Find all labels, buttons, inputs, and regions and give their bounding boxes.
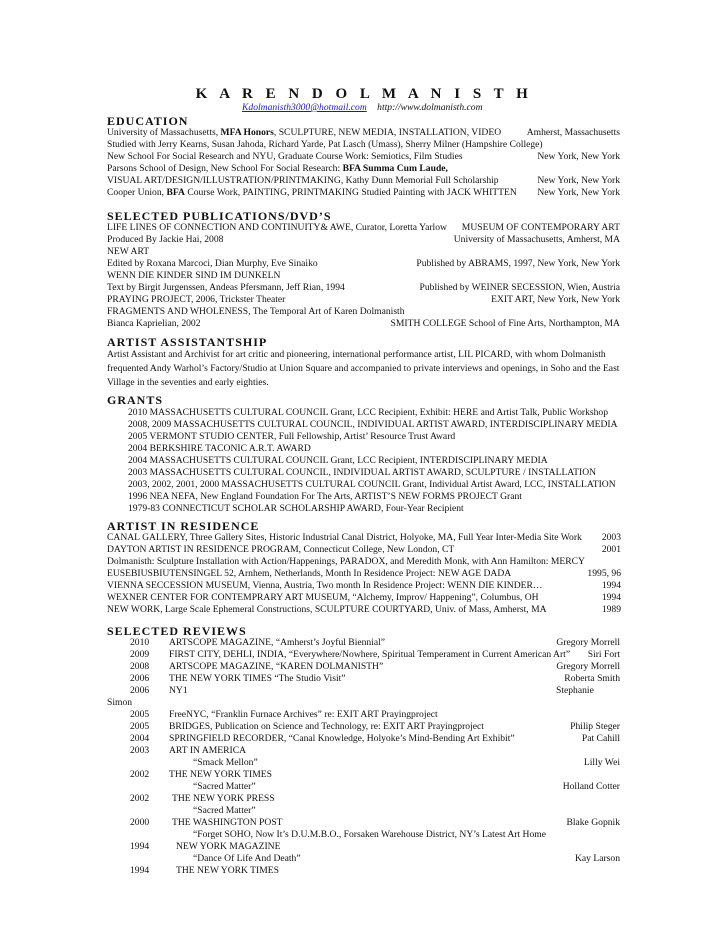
review-text: “Dance Of Life And Death” [193, 853, 301, 864]
education-line-6 [107, 187, 517, 199]
residence-year: 2003 [601, 532, 621, 543]
grant-item: 1996 NEA NEFA, New England Foundation For The Arts, ARTIST’S NEW FORMS PROJECT Grant [128, 491, 522, 502]
publication-line-3: NEW ART [107, 246, 150, 257]
education-degree-bfa: BFA Summa Cum Laude, [342, 163, 448, 174]
review-text: NEW YORK MAGAZINE [176, 841, 281, 852]
review-author: Siri Fort [587, 649, 620, 660]
reviews-heading: SELECTED REVIEWS [107, 624, 247, 638]
grant-item: 2003, 2002, 2001, 2000 MASSACHUSETTS CULTURAL COUNCIL Grant, Individual Artist Award, LCC, INSTALLATION [128, 479, 616, 490]
education-school-parsons: Parsons School of Design, New School For Social Research: [107, 163, 343, 174]
review-text: Simon [107, 697, 133, 708]
residence-year: 1994 [601, 580, 621, 591]
residence-heading: ARTIST IN RESIDENCE [107, 519, 260, 533]
review-author: Philip Steger [570, 721, 620, 732]
residence-item: EUSEBIUSBIUTENSINGEL 52, Arnhem, Netherlands, Month In Residence Project: NEW AGE DADA [107, 568, 512, 579]
education-line-2: Studied with Jerry Kearns, Susan Jahoda, Richard Yarde, Pat Lasch (Umass), Sherry Milner (Hampshire College) [107, 139, 543, 150]
publication-line-6: Text by Birgit Jurgenssen, Andeas Pfersmann, Jeff Rian, 1994 [107, 282, 345, 293]
review-text: THE NEW YORK TIMES [176, 865, 279, 876]
review-year: 2008 [130, 661, 150, 672]
education-degree: MFA Honors [220, 127, 274, 138]
review-author: Stephanie [556, 685, 594, 696]
contact-line [242, 102, 483, 113]
review-author: Lilly Wei [583, 757, 620, 768]
grant-item: 2004 BERKSHIRE TACONIC A.R.T. AWARD [128, 443, 311, 454]
review-year: 1994 [130, 841, 150, 852]
education-fields: , SCULPTURE, NEW MEDIA, INSTALLATION, VIDEO [273, 127, 502, 138]
review-text: FIRST CITY, DEHLI, INDIA, “Everywhere/Nowhere, Spiritual Temperament in Current American Art” [169, 649, 571, 660]
review-year: 2010 [130, 637, 150, 648]
residence-year: 2001 [601, 544, 621, 555]
publication-line-4: Edited by Roxana Marcoci, Dian Murphy, Eve Sinaiko [107, 258, 318, 269]
education-line-3: New School For Social Research and NYU, Graduate Course Work: Semiotics, Film Studies [107, 151, 463, 162]
publication-venue-9: SMITH COLLEGE School of Fine Arts, Northampton, MA [390, 318, 620, 329]
publication-line-2: Produced By Jackie Hai, 2008 [107, 234, 224, 245]
review-text: “Sacred Matter” [193, 781, 256, 792]
publication-line-1: LIFE LINES OF CONNECTION AND CONTINUITY& AWE, Curator, Loretta Yarlow [107, 222, 447, 233]
grant-item: 2008, 2009 MASSACHUSETTS CULTURAL COUNCIL, INDIVIDUAL ARTIST AWARD, INTERDISCIPLINARY MEDIA [128, 419, 618, 430]
review-author: Gregory Morrell [556, 637, 620, 648]
education-school-cooper: Cooper Union, [107, 187, 167, 198]
education-line-4 [107, 163, 448, 175]
website-text: http://www.dolmanisth.com [377, 102, 483, 113]
publication-line-5: WENN DIE KINDER SIND IM DUNKELN [107, 270, 281, 281]
review-text: NY1 [169, 685, 188, 696]
review-text: “Forget SOHO, Now It’s D.U.M.B.O., Forsaken Warehouse District, NY’s Latest Art Home [193, 829, 547, 840]
grant-item: 2004 MASSACHUSETTS CULTURAL COUNCIL Grant, LCC Recipient, INTERDISCIPLINARY MEDIA [128, 455, 548, 466]
education-location-6: New York, New York [537, 187, 620, 198]
review-text: ARTSCOPE MAGAZINE, “Amherst’s Joyful Biennial” [169, 637, 386, 648]
review-year: 2009 [130, 649, 150, 660]
publication-line-7: PRAYING PROJECT, 2006, Trickster Theater [107, 294, 286, 305]
review-author: Gregory Morrell [556, 661, 620, 672]
publications-heading: SELECTED PUBLICATIONS/DVD’S [107, 209, 332, 223]
review-text: ARTSCOPE MAGAZINE, “KAREN DOLMANISTH” [169, 661, 384, 672]
publication-venue-2: University of Massachusetts, Amherst, MA [453, 234, 620, 245]
review-year: 2000 [130, 817, 150, 828]
review-year: 2004 [130, 733, 150, 744]
review-author: Blake Gopnik [566, 817, 620, 828]
review-text: SPRINGFIELD RECORDER, “Canal Knowledge, Holyoke’s Mind-Bending Art Exhibit” [169, 733, 515, 744]
residence-item: Dolmanisth: Sculpture Installation with Action/Happenings, PARADOX, and Meredith Monk, with Ann Hamilton: MERCY [107, 556, 585, 567]
grant-item: 2003 MASSACHUSETTS CULTURAL COUNCIL, INDIVIDUAL ARTIST AWARD, SCULPTURE / INSTALLATION [128, 467, 597, 478]
review-text: THE NEW YORK TIMES [169, 769, 272, 780]
review-text: “Smack Mellon” [193, 757, 258, 768]
education-line-5: VISUAL ART/DESIGN/ILLUSTRATION/PRINTMAKING, Kathy Dunn Memorial Full Scholarship [107, 175, 499, 186]
review-text: ART IN AMERICA [169, 745, 247, 756]
education-degree-cooper: BFA [166, 187, 185, 198]
publication-venue-7: EXIT ART, New York, New York [491, 294, 620, 305]
education-location-5: New York, New York [537, 175, 620, 186]
publication-line-8: FRAGMENTS AND WHOLENESS, The Temporal Art of Karen Dolmanisth [107, 306, 405, 317]
publication-venue-6: Published by WEINER SECESSION, Wien, Austria [419, 282, 620, 293]
review-text: FreeNYC, “Franklin Furnace Archives” re: EXIT ART Prayingproject [169, 709, 438, 720]
review-year: 2002 [130, 769, 150, 780]
education-location-1: Amherst, Massachusetts [526, 127, 620, 138]
review-author: Kay Larson [574, 853, 620, 864]
residence-year: 1995, 96 [587, 568, 621, 579]
residence-item: VIENNA SECCESSION MUSEUM, Vienna, Austria, Two month In Residence Project: WENN DIE KINDER… [107, 580, 543, 591]
residence-item: WEXNER CENTER FOR CONTEMPRARY ART MUSEUM, “Alchemy, Improv/ Happening”, Columbus, OH [107, 592, 539, 603]
education-fields-cooper: Course Work, PAINTING, PRINTMAKING Studied Painting with JACK WHITTEN [184, 187, 517, 198]
review-year: 2005 [130, 709, 150, 720]
review-text: BRIDGES, Publication on Science and Technology, re: EXIT ART Prayingproject [169, 721, 484, 732]
education-school: University of Massachusetts, [107, 127, 221, 138]
publication-line-9: Bianca Kaprielian, 2002 [107, 318, 201, 329]
residence-item: CANAL GALLERY, Three Gallery Sites, Historic Industrial Canal District, Holyoke, MA, Full Year Inter-Media Site Work [107, 532, 582, 543]
email-link[interactable]: Kdolmanisth3000@hotmail.com [242, 102, 367, 113]
resume-name: K A R E N D O L M A N I S T H [195, 86, 533, 102]
review-year: 2006 [130, 685, 150, 696]
education-line-1 [107, 127, 501, 139]
assistantship-paragraph: Artist Assistant and Archivist for art critic and pioneering, international performance artist, LIL PICARD, with whom Dolmanisth frequented Andy Warhol’s Factory/Studio at Union Square and accompanied to private interviews and openings, in Soho and the East Village in the seventies and early eighties. [107, 349, 620, 388]
review-author: Pat Cahill [581, 733, 620, 744]
review-author: Holland Cotter [562, 781, 620, 792]
review-text: “Sacred Matter” [193, 805, 256, 816]
review-text: THE NEW YORK PRESS [172, 793, 275, 804]
residence-item: NEW WORK, Large Scale Ephemeral Constructions, SCULPTURE COURTYARD, Univ. of Mass, Amherst, MA [107, 604, 547, 615]
grant-item: 2010 MASSACHUSETTS CULTURAL COUNCIL Grant, LCC Recipient, Exhibit: HERE and Artist Talk, Public Workshop [128, 407, 609, 418]
residence-item: DAYTON ARTIST IN RESIDENCE PROGRAM, Connecticut College, New London, CT [107, 544, 455, 555]
review-year: 2002 [130, 793, 150, 804]
review-text: THE NEW YORK TIMES “The Studio Visit” [169, 673, 346, 684]
residence-year: 1989 [601, 604, 621, 615]
grant-item: 2005 VERMONT STUDIO CENTER, Full Fellowship, Artist’ Resource Trust Award [128, 431, 456, 442]
grants-heading: GRANTS [107, 393, 164, 407]
review-author: Roberta Smith [564, 673, 620, 684]
residence-year: 1994 [601, 592, 621, 603]
review-year: 2005 [130, 721, 150, 732]
review-text: THE WASHINGTON POST [172, 817, 283, 828]
publication-venue-4: Published by ABRAMS, 1997, New York, New York [416, 258, 620, 269]
grant-item: 1979-83 CONNECTICUT SCHOLAR SCHOLARSHIP AWARD, Four-Year Recipient [128, 503, 464, 514]
education-heading: EDUCATION [107, 114, 189, 128]
publication-venue-1: MUSEUM OF CONTEMPORARY ART [461, 222, 620, 233]
education-location-3: New York, New York [537, 151, 620, 162]
assistantship-heading: ARTIST ASSISTANTSHIP [107, 335, 268, 349]
review-year: 2006 [130, 673, 150, 684]
review-year: 1994 [130, 865, 150, 876]
review-year: 2003 [130, 745, 150, 756]
